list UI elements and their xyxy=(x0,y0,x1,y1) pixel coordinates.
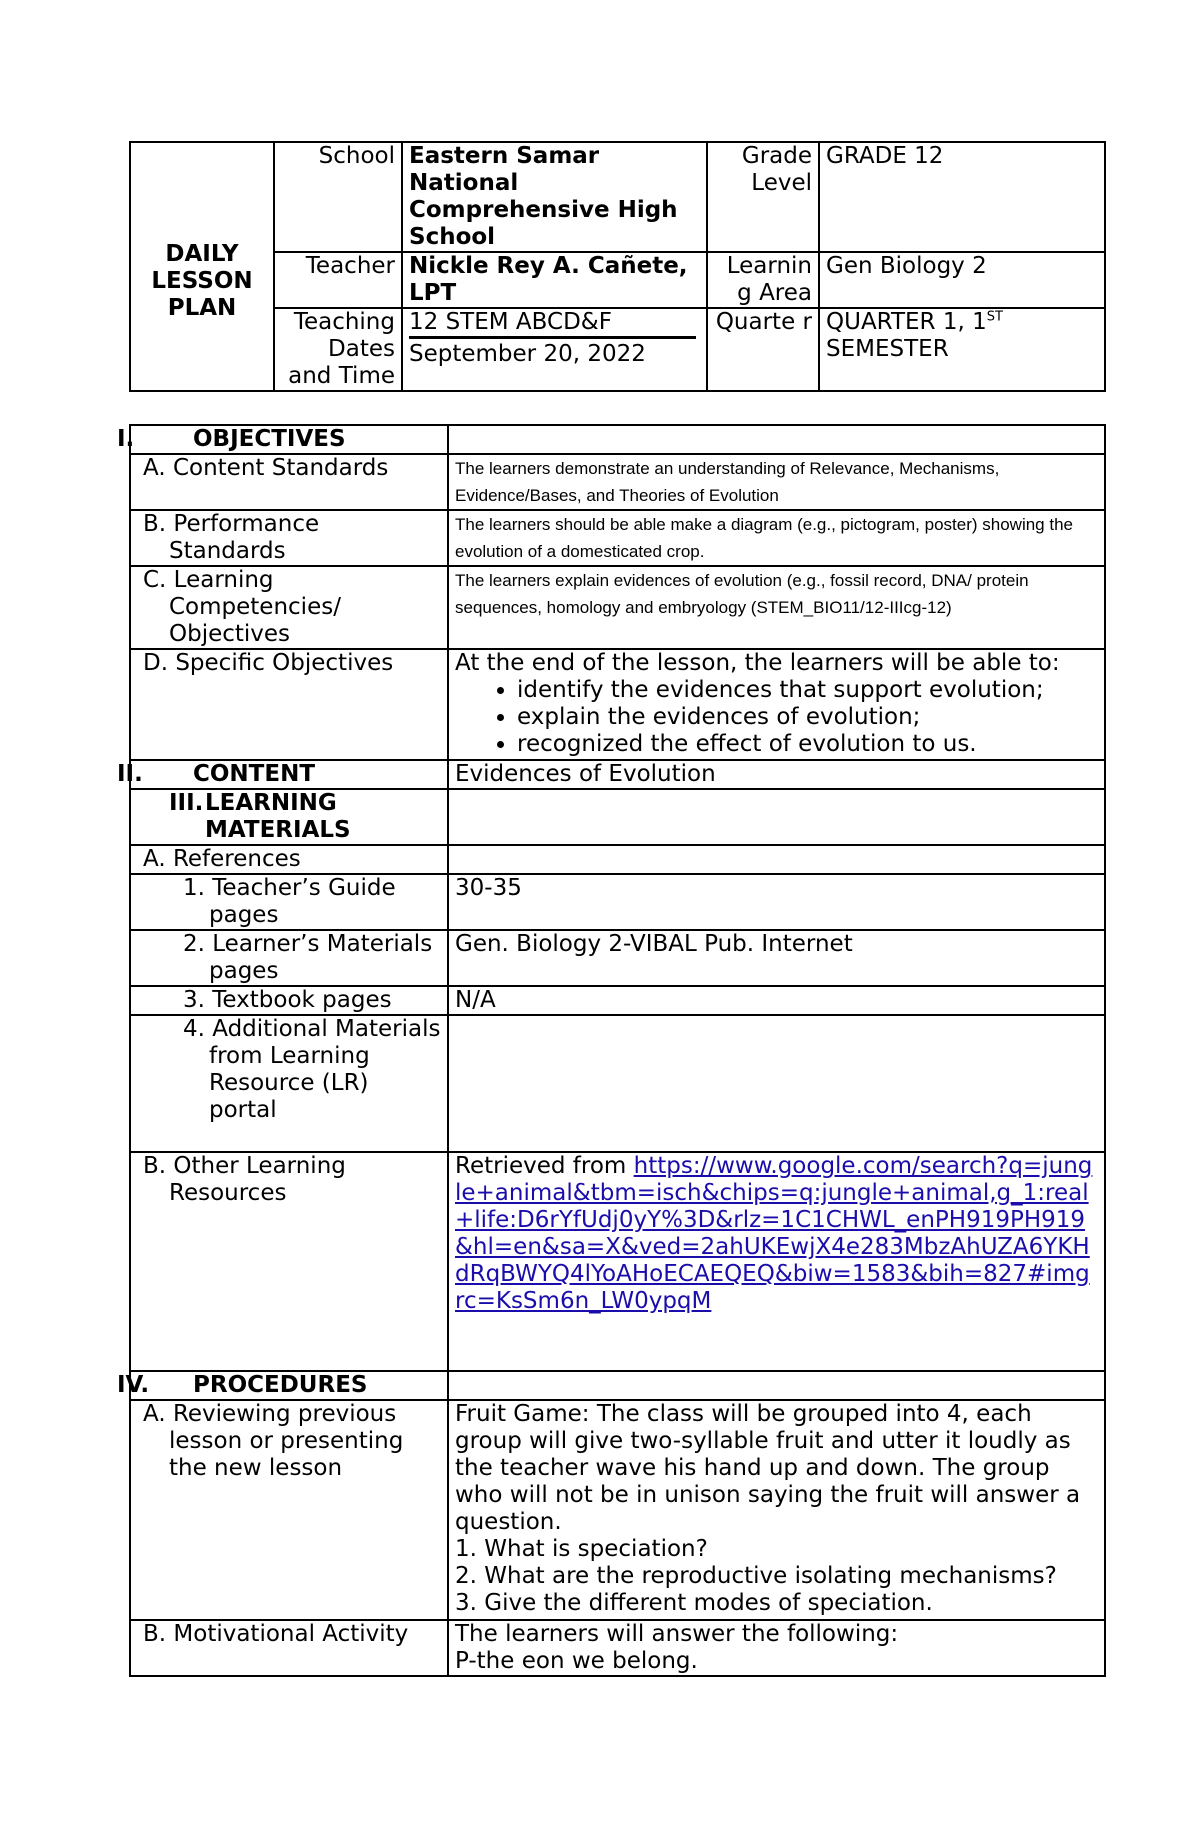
list-item: • identify the evidences that support evolution; xyxy=(517,677,1098,704)
resource-link[interactable]: https://www.google.com/search?q=jungle+animal&tbm=isch&chips=q:jungle+animal,g_1:real+life:D6rYfUdj0yY%3D&rlz=1C1CHWL_enPH919PH919&hl=en&sa=X&ved=2ahUKEwjX4e283MbzAhUZA6YKHdRqBWYQ4lYoAHoECAEQEQ&biw=1583&bih=827#imgrc=KsSm6n_LW0ypqM xyxy=(455,1153,1093,1314)
content-standards-value: The learners demonstrate an understanding of Relevance, Mechanisms, Evidence/Bases, and Theories of Evolution xyxy=(448,454,1105,510)
learners-materials-label: 2. Learner’s Materials pages xyxy=(130,930,448,986)
other-resources-value xyxy=(448,1152,1105,1371)
motivational-label: B. Motivational Activity xyxy=(130,1620,448,1676)
motivational-line-1: The learners will answer the following: xyxy=(455,1621,899,1647)
learning-materials-empty xyxy=(448,789,1105,845)
teaching-dates-label: Teaching Dates and Time xyxy=(274,308,402,391)
list-item: • explain the evidences of evolution; xyxy=(517,704,1098,731)
objectives-heading xyxy=(117,425,448,454)
learning-materials-title: LEARNING MATERIALS xyxy=(205,790,351,843)
content-num: II. xyxy=(117,761,143,787)
quarter-label: Quarte r xyxy=(707,308,819,391)
section-date-cell xyxy=(402,308,707,391)
dlp-title: DAILY LESSON PLAN xyxy=(130,142,274,391)
procedures-title: PROCEDURES xyxy=(193,1372,368,1398)
performance-standards-value: The learners should be able make a diagram (e.g., pictogram, poster) showing the evolution of a domesticated crop. xyxy=(448,510,1105,566)
section-value: 12 STEM ABCD&F xyxy=(409,309,696,339)
learning-competencies-value: The learners explain evidences of evolution (e.g., fossil record, DNA/ protein sequences, homology and embryology (STEM_BIO11/12-IIIcg-12) xyxy=(448,566,1105,649)
references-empty xyxy=(448,845,1105,874)
reviewing-question-1: 1. What is speciation? xyxy=(455,1536,708,1562)
motivational-value xyxy=(448,1620,1105,1676)
additional-materials-value xyxy=(448,1015,1105,1152)
quarter-value xyxy=(819,308,1105,391)
content-standards-label: A. Content Standards xyxy=(130,454,448,510)
references-label: A. References xyxy=(130,845,448,874)
content-value: Evidences of Evolution xyxy=(448,760,1105,789)
learning-area-label: Learnin g Area xyxy=(707,252,819,308)
procedures-empty xyxy=(448,1371,1105,1400)
reviewing-question-2: 2. What are the reproductive isolating mechanisms? xyxy=(455,1563,1057,1589)
grade-label: Grade Level xyxy=(707,142,819,252)
specific-objectives-value xyxy=(448,649,1105,760)
performance-standards-label: B. Performance Standards xyxy=(130,510,448,566)
learning-competencies-label: C. Learning Competencies/ Objectives xyxy=(130,566,448,649)
header-table xyxy=(129,141,1106,392)
learning-area-value: Gen Biology 2 xyxy=(819,252,1105,308)
quarter-superscript: ST xyxy=(986,309,1003,325)
specific-objectives-intro: At the end of the lesson, the learners will be able to: xyxy=(455,650,1060,676)
school-label: School xyxy=(274,142,402,252)
objectives-empty xyxy=(448,425,1105,454)
reviewing-value xyxy=(448,1400,1105,1620)
list-item: • recognized the effect of evolution to us. xyxy=(517,731,1098,758)
motivational-line-2: P-the eon we belong. xyxy=(455,1648,698,1674)
specific-objectives-label: D. Specific Objectives xyxy=(130,649,448,760)
procedures-heading xyxy=(117,1371,448,1400)
teachers-guide-value: 30-35 xyxy=(448,874,1105,930)
teacher-label: Teacher xyxy=(274,252,402,308)
semester-text: SEMESTER xyxy=(826,336,949,362)
reviewing-question-3: 3. Give the different modes of speciation. xyxy=(455,1590,933,1616)
retrieved-prefix: Retrieved from xyxy=(455,1153,634,1179)
learning-materials-heading xyxy=(130,789,448,845)
reviewing-label: A. Reviewing previous lesson or presenting the new lesson xyxy=(130,1400,448,1620)
procedures-num: IV. xyxy=(117,1372,150,1398)
learning-materials-num: III. xyxy=(169,790,204,816)
textbook-label: 3. Textbook pages xyxy=(130,986,448,1015)
school-value: Eastern Samar National Comprehensive High School xyxy=(402,142,707,252)
lesson-plan-table xyxy=(117,424,1106,1677)
other-resources-label: B. Other Learning Resources xyxy=(130,1152,448,1371)
additional-materials-label: 4. Additional Materials from Learning Resource (LR) portal xyxy=(130,1015,448,1152)
content-heading xyxy=(117,760,448,789)
date-value: September 20, 2022 xyxy=(409,341,646,367)
specific-objectives-list xyxy=(455,677,1098,758)
learners-materials-value: Gen. Biology 2-VIBAL Pub. Internet xyxy=(448,930,1105,986)
grade-value: GRADE 12 xyxy=(819,142,1105,252)
content-title: CONTENT xyxy=(193,761,316,787)
teachers-guide-label: 1. Teacher’s Guide pages xyxy=(130,874,448,930)
reviewing-text: Fruit Game: The class will be grouped into 4, each group will give two-syllable fruit and utter it loudly as the teacher wave his hand up and down. The group who will not be in unison saying the fruit will answer a question. xyxy=(455,1401,1081,1535)
textbook-value: N/A xyxy=(448,986,1105,1015)
quarter-text: QUARTER 1, 1 xyxy=(826,309,987,335)
teacher-value: Nickle Rey A. Cañete, LPT xyxy=(402,252,707,308)
objectives-num: I. xyxy=(117,426,135,452)
objectives-title: OBJECTIVES xyxy=(193,426,346,452)
